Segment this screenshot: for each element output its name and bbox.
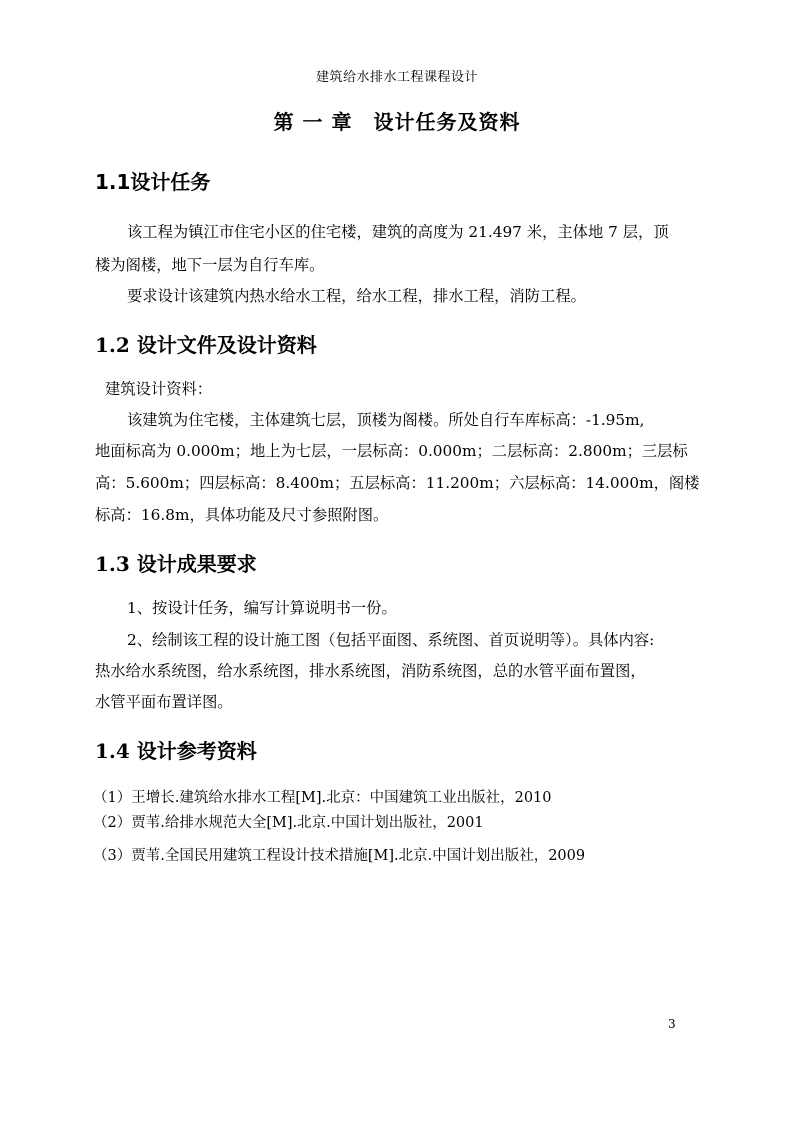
reference-item: （2）贾苇.给排水规范大全[M].北京.中国计划出版社，2001 xyxy=(93,815,484,831)
paragraph-line: 热水给水系统图，给水系统图，排水系统图，消防系统图，总的水管平面布置图， xyxy=(95,662,646,680)
paragraph-line: 要求设计该建筑内热水给水工程，给水工程，排水工程，消防工程。 xyxy=(127,287,586,305)
paragraph-line: 建筑设计资料： xyxy=(105,380,213,398)
paragraph-line: 高：5.600m；四层标高：8.400m；五层标高：11.200m；六层标高：14.000m，阁楼 xyxy=(95,474,700,492)
section-heading-1-1: 1.1设计任务 xyxy=(95,170,211,194)
paragraph-line: 楼为阁楼，地下一层为自行车库。 xyxy=(95,256,325,274)
reference-item: （1）王增长.建筑给水排水工程[M].北京：中国建筑工业出版社，2010 xyxy=(93,790,552,806)
paragraph-line: 2、绘制该工程的设计施工图（包括平面图、系统图、首页说明等）。具体内容: xyxy=(127,631,655,649)
paragraph-line: 标高：16.8m，具体功能及尺寸参照附图。 xyxy=(95,506,389,524)
paragraph-line: 该建筑为住宅楼，主体建筑七层，顶楼为阁楼。所处自行车库标高：-1.95m, xyxy=(127,411,645,429)
reference-item: （3）贾苇.全国民用建筑工程设计技术措施[M].北京.中国计划出版社，2009 xyxy=(93,848,586,864)
section-heading-1-3: 1.3 设计成果要求 xyxy=(95,552,257,576)
paragraph-line: 1、按设计任务，编写计算说明书一份。 xyxy=(127,599,397,617)
paragraph-line: 地面标高为 0.000m；地上为七层，一层标高：0.000m；二层标高：2.800m；三层标 xyxy=(95,442,688,460)
paragraph-line: 该工程为镇江市住宅小区的住宅楼，建筑的高度为 21.497 米，主体地 7 层，顶 xyxy=(127,223,669,241)
page-number: 3 xyxy=(668,1017,676,1031)
chapter-title: 第 一 章 设计任务及资料 xyxy=(273,110,521,134)
paragraph-line: 水管平面布置详图。 xyxy=(95,693,233,711)
running-header: 建筑给水排水工程课程设计 xyxy=(315,70,478,85)
section-heading-1-4: 1.4 设计参考资料 xyxy=(95,739,257,763)
section-heading-1-2: 1.2 设计文件及设计资料 xyxy=(95,333,317,357)
